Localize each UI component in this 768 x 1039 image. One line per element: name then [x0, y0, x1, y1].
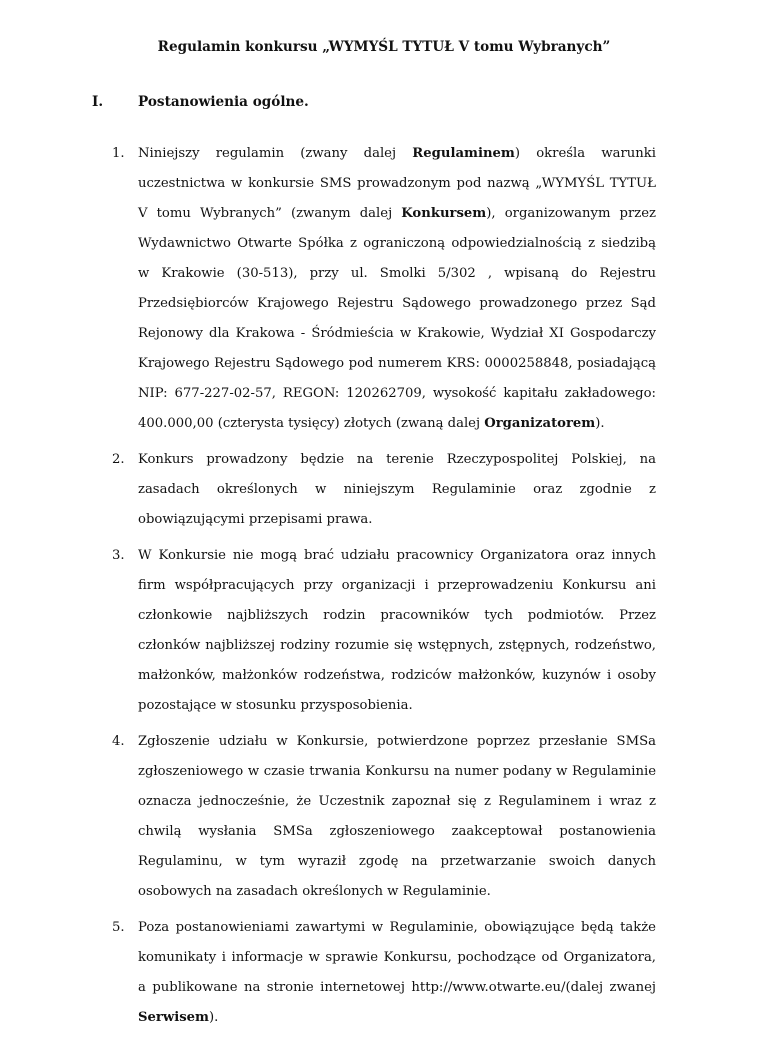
item-number: 1. [112, 146, 125, 161]
item-text: Niniejszy regulamin (zwany dalej Regulaminem) określa warunki uczestnictwa w konkursie SMS prowadzonym pod nazwą „WYMYŚL TYTUŁ V tomu Wybranych” (zwanym dalej Konkursem), organizowanym przez Wydawnictwo Otwarte Spółka z ograniczoną odpowiedzialnością z siedzibą w Krakowie (30-513), przy ul. Smolki 5/302 , wpisaną do Rejestru Przedsiębiorców Krajowego Rejestru Sądowego prowadzonego przez Sąd Rejonowy dla Krakowa - Śródmieścia w Krakowie, Wydział XI Gospodarczy Krajowego Rejestru Sądowego pod numerem KRS: 0000258848, posiadającą NIP: 677-227-02-57, REGON: 120262709, wysokość kapitału zakładowego: 400.000,00 (czterysta tysięcy) złotych (zwaną dalej Organizatorem). [138, 146, 656, 431]
list-item [112, 445, 656, 535]
section-number: I. [92, 94, 104, 110]
defined-term: Organizatorem [484, 416, 596, 431]
item-number: 2. [112, 452, 125, 467]
item-number: 3. [112, 548, 125, 563]
list-item [112, 139, 656, 439]
defined-term: Konkursem [401, 206, 487, 221]
document-title: Regulamin konkursu „WYMYŚL TYTUŁ V tomu Wybranych” [157, 39, 611, 55]
item-text: Poza postanowieniami zawartymi w Regulaminie, obowiązujące będą także komunikaty i informacje w sprawie Konkursu, pochodzące od Organizatora, a publikowane na stronie internetowej http://www.otwarte.eu/(dalej zwanej Serwisem). [138, 920, 656, 1025]
item-text: Zgłoszenie udziału w Konkursie, potwierdzone poprzez przesłanie SMSa zgłoszeniowego w czasie trwania Konkursu na numer podany w Regulaminie oznacza jednocześnie, że Uczestnik zapoznał się z Regulaminem i wraz z chwilą wysłania SMSa zgłoszeniowego zaakceptował postanowienia Regulaminu, w tym wyraził zgodę na przetwarzanie swoich danych osobowych na zasadach określonych w Regulaminie. [138, 734, 656, 899]
defined-term: Regulaminem [412, 146, 515, 161]
item-number: 5. [112, 920, 125, 935]
provisions-list [112, 139, 656, 1039]
item-text: Konkurs prowadzony będzie na terenie Rzeczypospolitej Polskiej, na zasadach określonych w niniejszym Regulaminie oraz zgodnie z obowiązującymi przepisami prawa. [138, 452, 656, 527]
section-title: Postanowienia ogólne. [138, 94, 309, 110]
defined-term: Serwisem [138, 1010, 209, 1025]
section-heading [92, 94, 692, 110]
list-item [112, 913, 656, 1033]
list-item [112, 727, 656, 907]
item-number: 4. [112, 734, 125, 749]
list-item [112, 541, 656, 721]
item-text: W Konkursie nie mogą brać udziału pracownicy Organizatora oraz innych firm współpracujących przy organizacji i przeprowadzeniu Konkursu ani członkowie najbliższych rodzin pracowników tych podmiotów. Przez członków najbliższej rodziny rozumie się wstępnych, zstępnych, rodzeństwo, małżonków, małżonków rodzeństwa, rodziców małżonków, kuzynów i osoby pozostające w stosunku przysposobienia. [138, 548, 656, 713]
